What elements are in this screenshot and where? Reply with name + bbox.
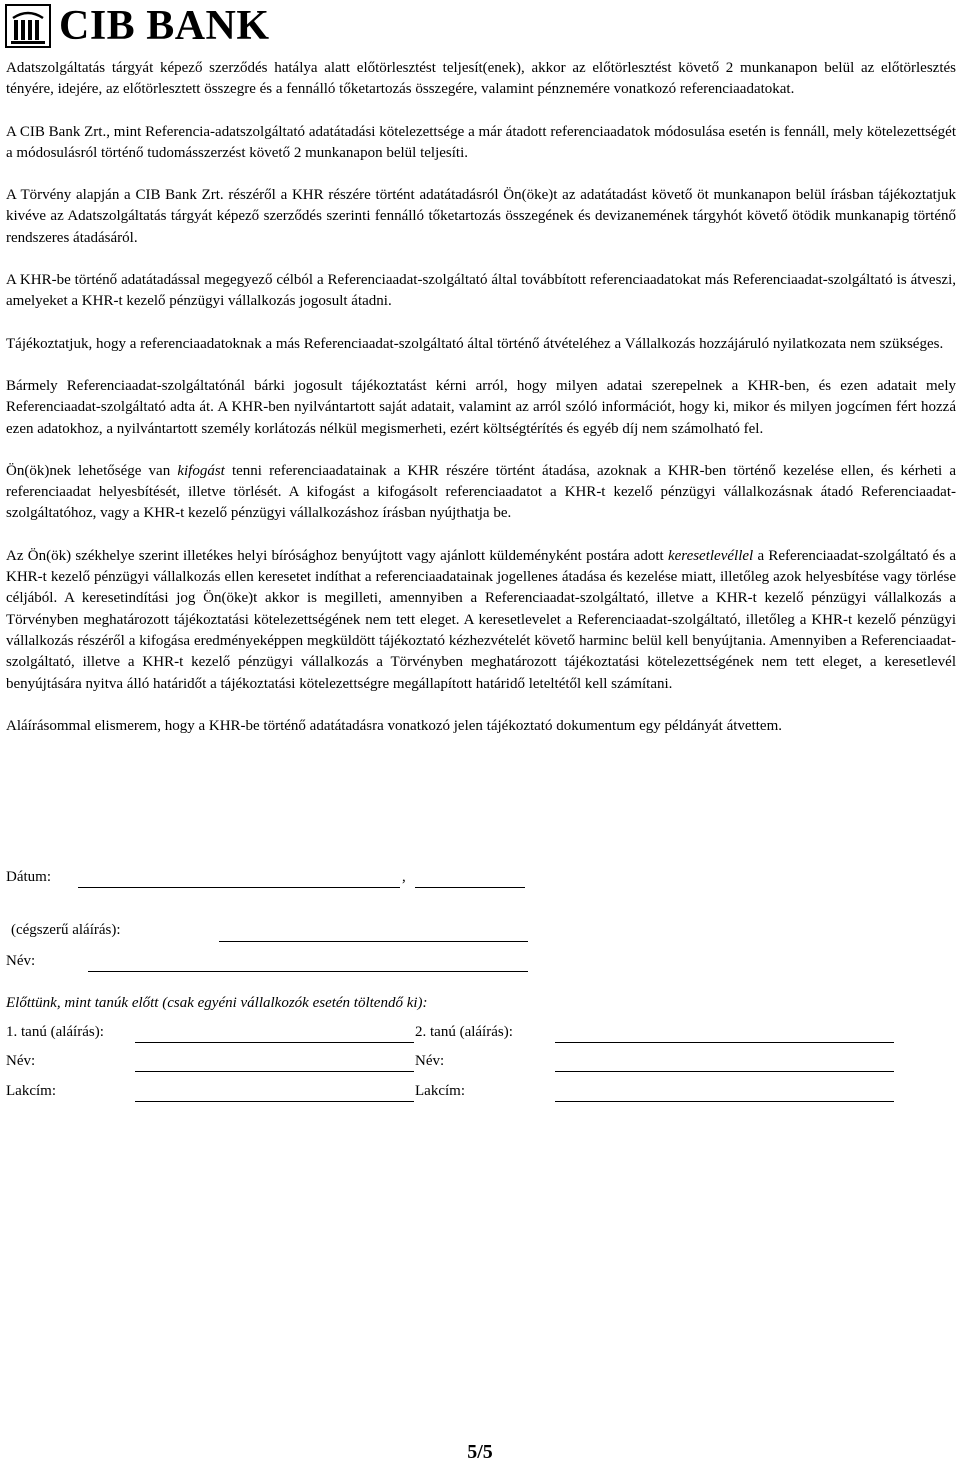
date-field-line-2[interactable] [415, 887, 525, 888]
p7-italic: kifogást [177, 462, 225, 479]
paragraph-5: Tájékoztatjuk, hogy a referenciaadatoknak a más Referenciaadat-szolgáltató által történő átvételéhez a Vállalkozás hozzájáruló nyilatkozata nem szükséges. [6, 335, 944, 352]
paragraph-3: A Törvény alapján a CIB Bank Zrt. részéről a KHR részére történt adatátadásról Ön(öke)t az adatátadást követő öt munkanapon belül írásban tájékoztatjuk kivéve az Adatszolgáltatás tárgyát képező szerződés szerinti fennálló tőketartozás összegének és devizanemének tárgyhót követő ötödik munkanapig történő rendszeres átadásáról. [6, 187, 956, 246]
company-signature-line[interactable] [219, 941, 528, 942]
witness2-name-line[interactable] [555, 1071, 894, 1072]
p7-text-b: tenni referenciaadatainak a KHR részére történt átadása, azoknak a KHR-ben történő kezelése ellen, és kérheti a referenciaadat helyesbítését, illetve törlését. A kifogást a kifogásolt referenciaadatot a KHR-t kezelő pénzügyi vállalkozásnak átadó Referenciaadat-szolgáltatóhoz, vagy a KHR-t kezelő pénzügyi vállalkozáshoz írásban nyújthatja be. [6, 462, 956, 522]
witness2-address-line[interactable] [555, 1101, 894, 1102]
page-number: 5/5 [467, 1441, 493, 1463]
name-label: Név: [6, 953, 36, 969]
witness1-address-line[interactable] [135, 1101, 414, 1102]
p8-italic: keresetlevéllel [667, 547, 754, 564]
date-label: Dátum: [6, 869, 51, 885]
company-signature-label: (cégszerű aláírás): [11, 922, 121, 938]
p7-text-a: Ön(ök)nek lehetősége van [6, 462, 178, 479]
cib-bank-logo [5, 4, 270, 48]
p8-text-b: a Referenciaadat-szolgáltató és a KHR-t kezelő pénzügyi vállalkozás ellen keresetet indíthat a referenciaadatainak jogellenes átadása és kezelése miatt, illetőleg azok helyesbítése vagy törlése céljából. A keresetindítási jog Ön(öke)t akkor is megilleti, amennyiben a Referenciaadat-szolgáltató, illetve a KHR-t kezelő pénzügyi vállalkozás a Törvényben meghatározott tájékoztatási kötelezettségének nem tett eleget. A keresetlevelet a Referenciaadat-szolgáltató, illetőleg a KHR-t kezelő pénzügyi vállalkozás részéről a kifogása eredményeképpen megküldött tájékoztató kézhezvételét követő harminc belül kell benyújtania. Amennyiben a Referenciaadat-szolgáltató, illetve a KHR-t kezelő pénzügyi vállalkozás a Törvényben meghatározott tájékoztatási kötelezettségének nem tett eleget, a keresetlevél benyújtására nyitva álló határidőt a tájékoztatási kötelezettségre megállapított határidő leteltétől kell számítani. [6, 547, 956, 692]
witness1-name-line[interactable] [135, 1071, 414, 1072]
witness2-address-label: Lakcím: [415, 1083, 465, 1099]
cib-columns-logo-icon [5, 4, 51, 48]
paragraph-4: A KHR-be történő adatátadással megegyező célból a Referenciaadat-szolgáltató által továbbított referenciaadatokat más Referenciaadat-szolgáltató is átveszi, amelyeket a KHR-t kezelő pénzügyi vállalkozás jogosult átadni. [6, 272, 956, 310]
paragraph-6: Bármely Referenciaadat-szolgáltatónál bárki jogosult tájékoztatást kérni arról, hogy milyen adatai szerepelnek a KHR-ben, és ezen adatait mely Referenciaadat-szolgáltató adta át. A KHR-ben nyilvántartott saját adatait, valamint az arról szóló információt, hogy ki, mikor és milyen jogcímen fért hozzá ezen adatokhoz, a nyilvántartott személy korlátozás nélkül megismerheti, ezért költségtérítés és egyéb díj nem számolható fel. [6, 377, 956, 437]
witness2-name-label: Név: [415, 1053, 445, 1069]
paragraph-2: A CIB Bank Zrt., mint Referencia-adatszolgáltató adatátadási kötelezettsége a már átadott referenciaadatok módosulása esetén is fennáll, mely kötelezettségét a módosulásról történő tudomásszerzést követő 2 munkanapon belül teljesíti. [6, 123, 956, 161]
witness1-name-label: Név: [6, 1053, 36, 1069]
paragraph-1: Adatszolgáltatás tárgyát képező szerződés hatálya alatt előtörlesztést teljesít(enek), akkor az előtörlesztést követő 2 munkanapon belül az előtörlesztés tényére, idejére, az előtörlesztett összegre és a fennálló tőketartozás összegére, valamint pénznemére vonatkozó referenciaadatokat. [6, 60, 956, 98]
paragraph-7 [6, 461, 956, 525]
brand-name: CIB BANK [59, 3, 270, 49]
witness1-signature-label: 1. tanú (aláírás): [6, 1024, 104, 1040]
date-separator: , [402, 869, 406, 885]
name-field-line[interactable] [88, 971, 528, 972]
p8-text-a: Az Ön(ök) székhelye szerint illetékes helyi bírósághoz benyújtott vagy ajánlott küldeményként postára adott [6, 547, 668, 564]
acknowledgement: Aláírásommal elismerem, hogy a KHR-be történő adatátadásra vonatkozó jelen tájékoztató dokumentum egy példányát átvettem. [6, 717, 782, 734]
witness1-signature-line[interactable] [135, 1042, 414, 1043]
witness2-signature-line[interactable] [555, 1042, 894, 1043]
date-field-line[interactable] [78, 887, 400, 888]
witness-note: Előttünk, mint tanúk előtt (csak egyéni vállalkozók esetén töltendő ki): [6, 995, 428, 1011]
witness1-address-label: Lakcím: [6, 1083, 56, 1099]
document-body [6, 58, 956, 737]
paragraph-8 [6, 546, 956, 695]
witness2-signature-label: 2. tanú (aláírás): [415, 1024, 513, 1040]
